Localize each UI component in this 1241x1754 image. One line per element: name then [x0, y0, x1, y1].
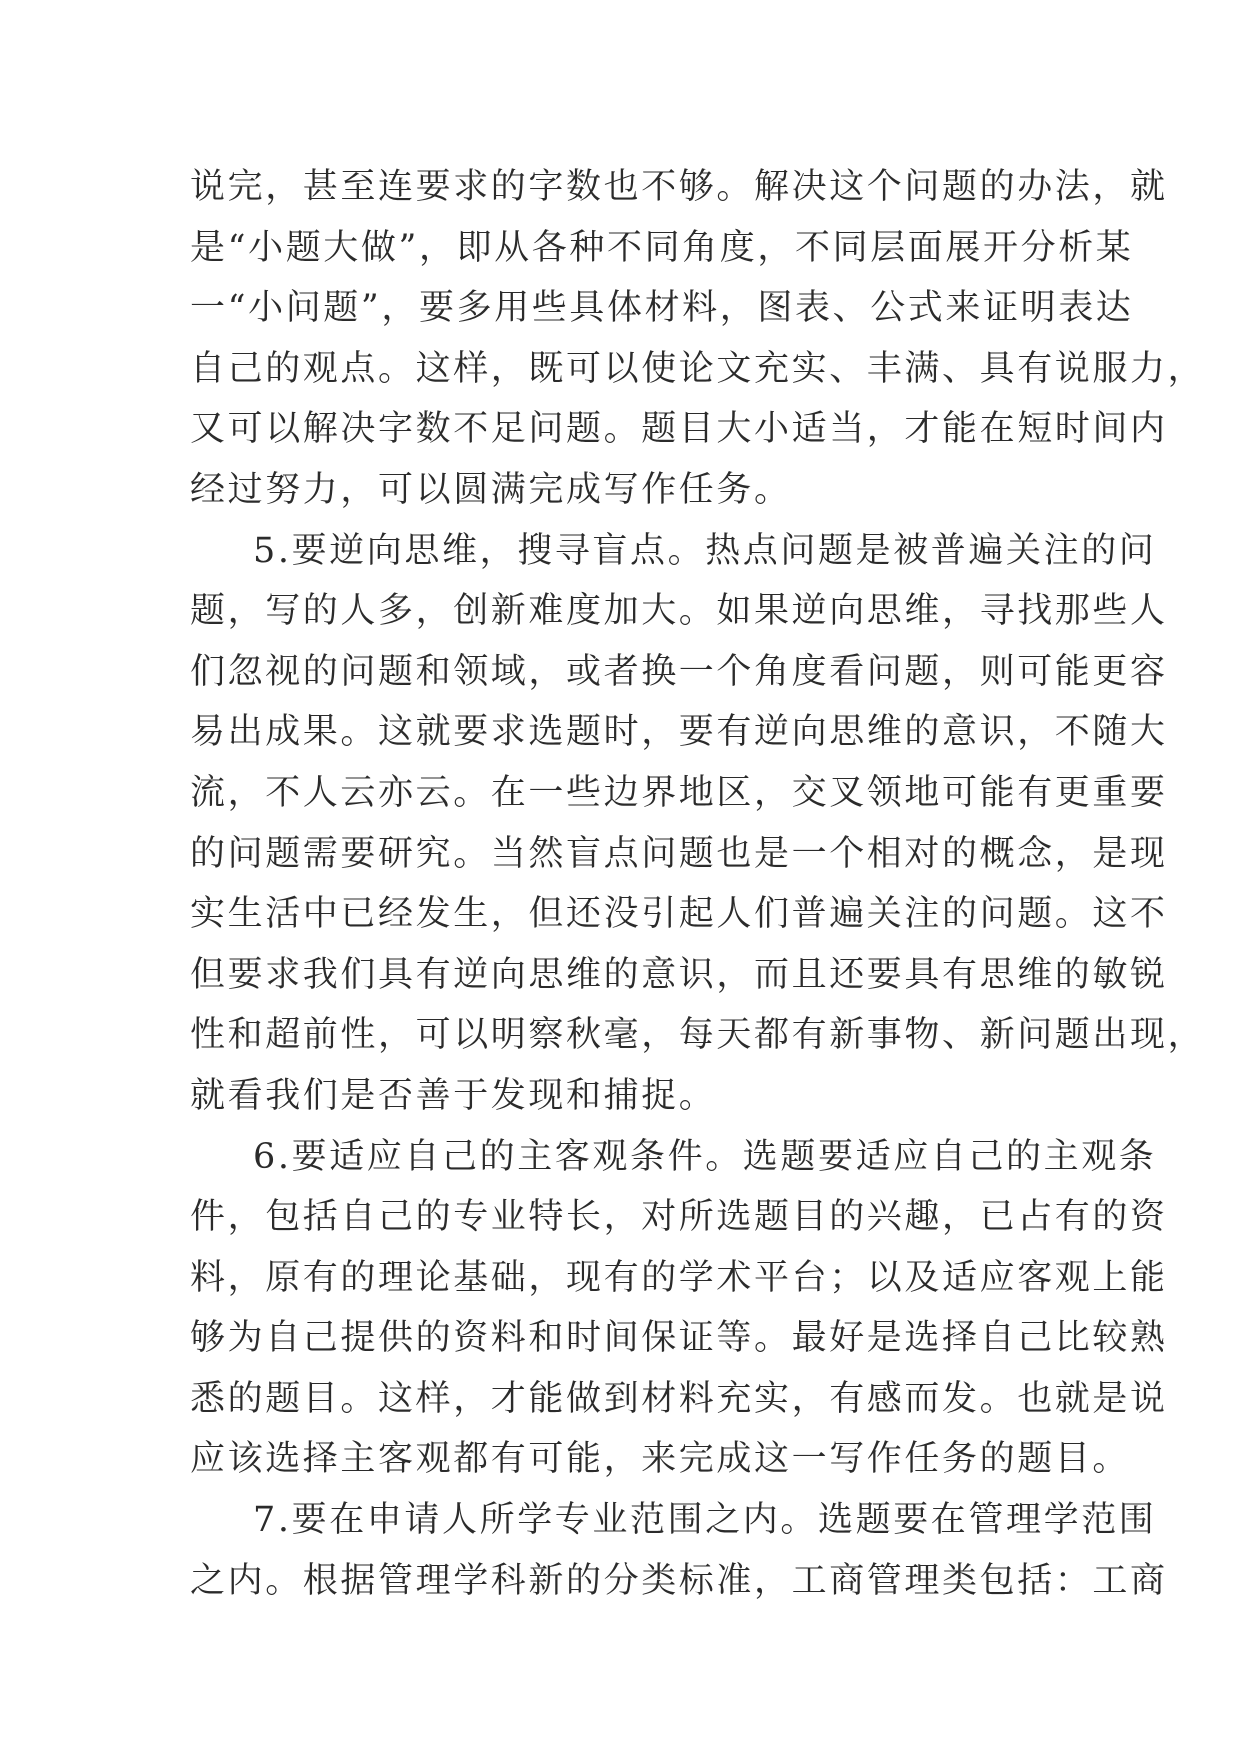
text-line: 流，不人云亦云。在一些边界地区，交叉领地可能有更重要	[190, 772, 1168, 813]
text-line: 件，包括自己的专业特长，对所选题目的兴趣，已占有的资	[190, 1197, 1168, 1238]
text-line: 够为自己提供的资料和时间保证等。最好是选择自己比较熟	[190, 1318, 1168, 1359]
text-line: 实生活中已经发生，但还没引起人们普遍关注的问题。这不	[190, 894, 1168, 935]
text-line: 悉的题目。这样，才能做到材料充实，有感而发。也就是说	[190, 1378, 1168, 1419]
paragraph-7-heading-line: 7.要在申请人所学专业范围之内。选题要在管理学范围	[253, 1500, 1157, 1541]
text-line: 的问题需要研究。当然盲点问题也是一个相对的概念，是现	[190, 833, 1168, 874]
text-line: 易出成果。这就要求选题时，要有逆向思维的意识，不随大	[190, 712, 1168, 753]
text-line: 是“小题大做”，即从各种不同角度，不同层面展开分析某	[190, 227, 1134, 268]
body-text	[190, 157, 1206, 1611]
text-line: 题，写的人多，创新难度加大。如果逆向思维，寻找那些人	[190, 591, 1168, 632]
text-line: 就看我们是否善于发现和捕捉。	[190, 1075, 717, 1116]
paragraph-6-heading-line: 6.要适应自己的主客观条件。选题要适应自己的主观条	[253, 1136, 1157, 1177]
text-line: 们忽视的问题和领域，或者换一个角度看问题，则可能更容	[190, 651, 1168, 692]
text-line: 一“小问题”，要多用些具体材料，图表、公式来证明表达	[190, 288, 1134, 329]
text-line: 又可以解决字数不足问题。题目大小适当，才能在短时间内	[190, 409, 1168, 450]
text-line: 应该选择主客观都有可能，来完成这一写作任务的题目。	[190, 1439, 1131, 1480]
text-line: 经过努力，可以圆满完成写作任务。	[190, 469, 792, 510]
text-line: 但要求我们具有逆向思维的意识，而且还要具有思维的敏锐	[190, 954, 1168, 995]
text-line: 自己的观点。这样，既可以使论文充实、丰满、具有说服力，	[190, 348, 1206, 389]
text-line: 料，原有的理论基础，现有的学术平台；以及适应客观上能	[190, 1257, 1168, 1298]
paragraph-5-heading-line: 5.要逆向思维，搜寻盲点。热点问题是被普遍关注的问	[253, 530, 1157, 571]
text-line: 性和超前性，可以明察秋毫，每天都有新事物、新问题出现，	[190, 1015, 1206, 1056]
text-line: 之内。根据管理学科新的分类标准，工商管理类包括：工商	[190, 1560, 1168, 1601]
text-line: 说完，甚至连要求的字数也不够。解决这个问题的办法，就	[190, 167, 1168, 207]
